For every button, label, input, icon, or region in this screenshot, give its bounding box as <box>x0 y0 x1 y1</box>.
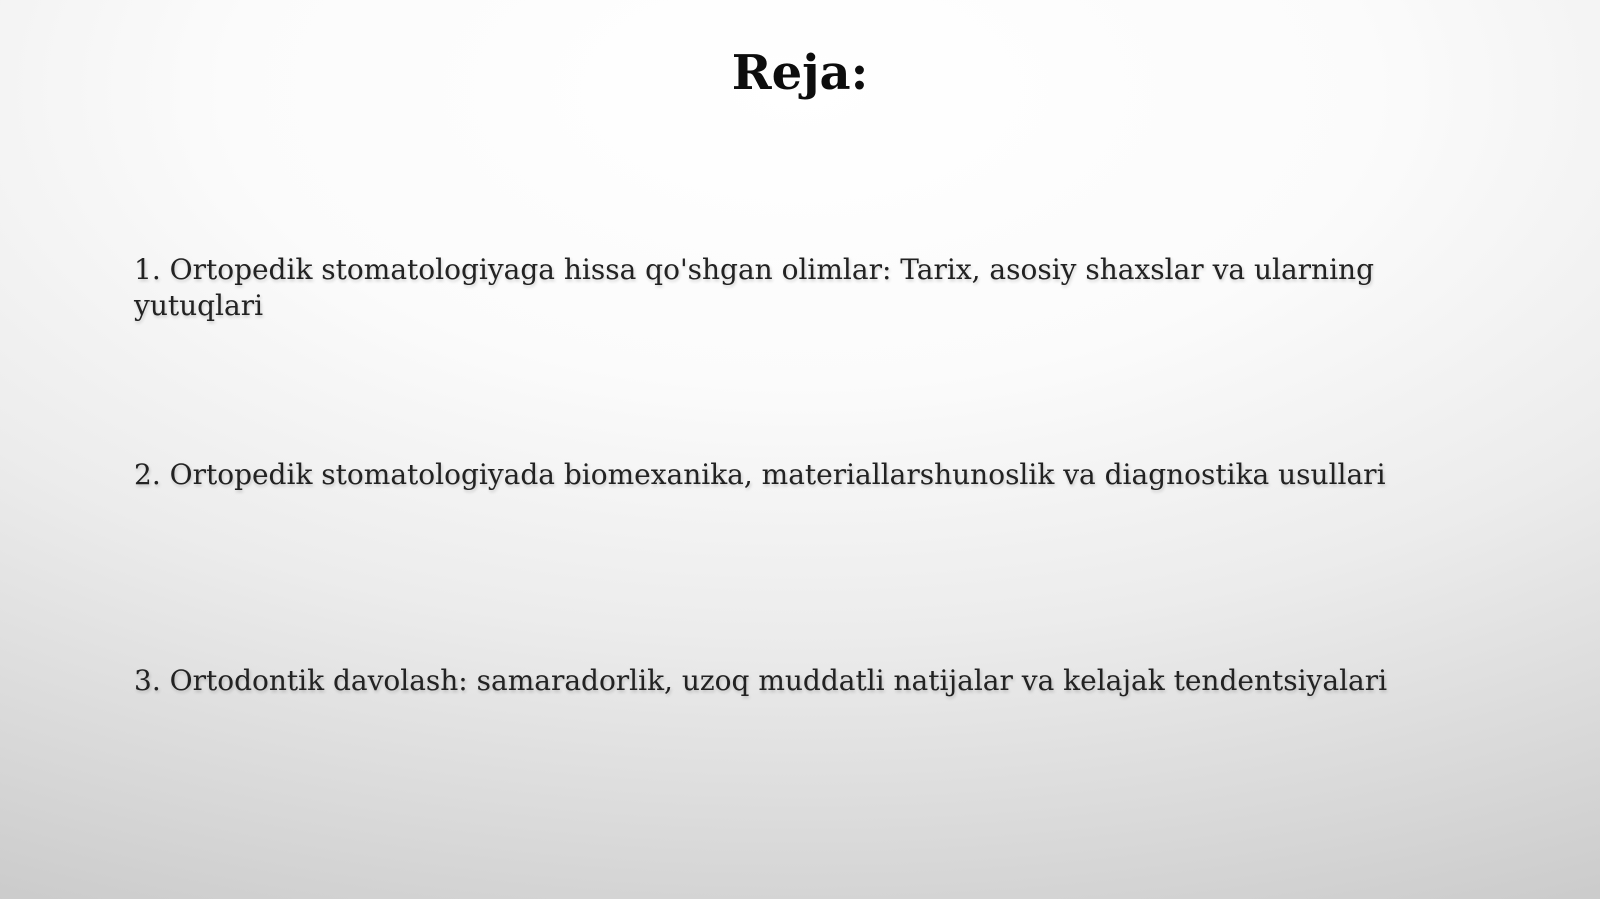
plan-item-3: 3. Ortodontik davolash: samaradorlik, uzoq muddatli natijalar va kelajak tendentsiyalari <box>134 664 1388 697</box>
plan-item-2: 2. Ortopedik stomatologiyada biomexanika, materiallarshunoslik va diagnostika usullari <box>134 458 1386 491</box>
slide-title: Reja: <box>731 45 869 101</box>
plan-item-1: 1. Ortopedik stomatologiyaga hissa qo'shgan olimlar: Tarix, asosiy shaxslar va ularning yutuqlari <box>134 253 1374 322</box>
